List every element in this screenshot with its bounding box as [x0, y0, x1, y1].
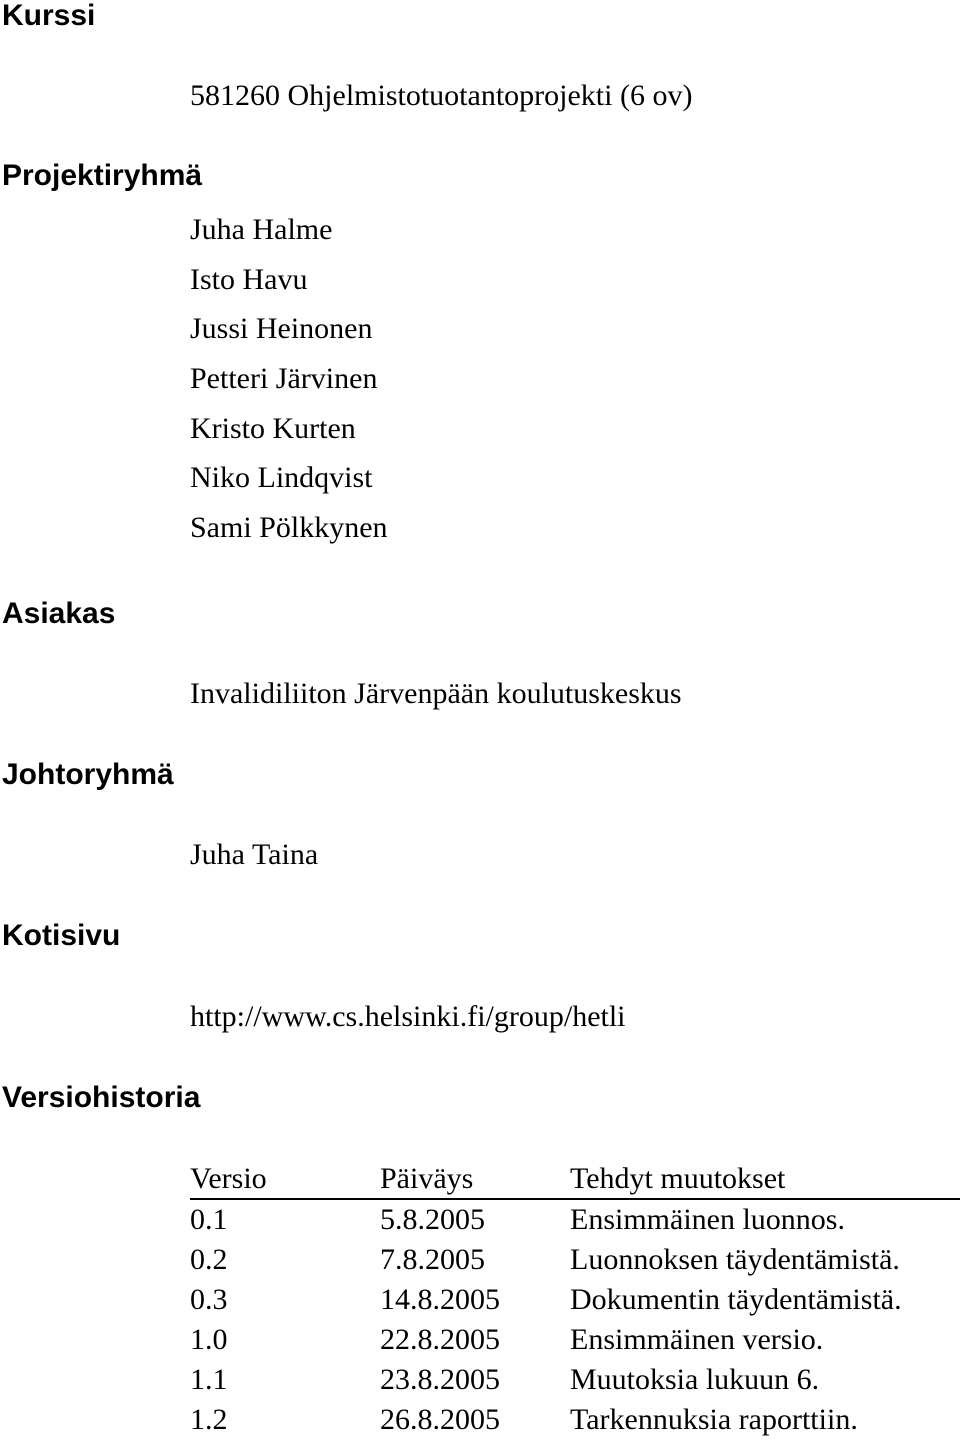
date-cell: 14.8.2005 [380, 1283, 500, 1316]
changes-cell: Dokumentin täydentämistä. [570, 1283, 902, 1316]
changes-cell: Ensimmäinen luonnos. [570, 1203, 845, 1236]
date-cell: 7.8.2005 [380, 1243, 485, 1276]
project-group-heading: Projektiryhmä [2, 159, 203, 192]
changes-cell: Muutoksia lukuun 6. [570, 1363, 820, 1396]
date-cell: 26.8.2005 [380, 1403, 500, 1436]
changes-cell: Luonnoksen täydentämistä. [570, 1243, 900, 1276]
project-group-member: Sami Pölkkynen [190, 511, 388, 545]
column-header-version: Versio [190, 1160, 380, 1199]
date-cell: 5.8.2005 [380, 1203, 485, 1236]
table-row [190, 1240, 960, 1280]
project-group-member-list [190, 212, 388, 560]
version-history-heading: Versiohistoria [2, 1081, 201, 1114]
homepage-url: http://www.cs.helsinki.fi/group/hetli [190, 1000, 626, 1033]
table-header-row [190, 1160, 960, 1199]
version-cell: 0.2 [190, 1243, 228, 1276]
homepage-heading: Kotisivu [2, 919, 121, 952]
project-group-member: Petteri Järvinen [190, 362, 378, 396]
column-header-changes: Tehdyt muutokset [570, 1160, 960, 1199]
project-group-member: Jussi Heinonen [190, 312, 373, 346]
date-cell: 22.8.2005 [380, 1323, 500, 1356]
version-history-table [190, 1160, 960, 1440]
version-cell: 0.3 [190, 1283, 228, 1316]
version-cell: 1.2 [190, 1403, 228, 1436]
steering-group-value: Juha Taina [190, 838, 319, 871]
version-cell: 1.0 [190, 1323, 228, 1356]
table-row [190, 1400, 960, 1440]
version-cell: 1.1 [190, 1363, 228, 1396]
table-row [190, 1280, 960, 1320]
changes-cell: Ensimmäinen versio. [570, 1323, 824, 1356]
date-cell: 23.8.2005 [380, 1363, 500, 1396]
course-heading: Kurssi [2, 0, 96, 32]
steering-group-heading: Johtoryhmä [2, 758, 174, 791]
course-value: 581260 Ohjelmistotuotantoprojekti (6 ov) [190, 79, 693, 112]
version-cell: 0.1 [190, 1203, 228, 1236]
client-heading: Asiakas [2, 597, 116, 630]
table-row [190, 1199, 960, 1240]
project-group-member: Niko Lindqvist [190, 461, 373, 495]
table-row [190, 1360, 960, 1400]
project-group-member: Isto Havu [190, 262, 308, 296]
project-group-member: Juha Halme [190, 213, 333, 246]
table-row [190, 1320, 960, 1360]
changes-cell: Tarkennuksia raporttiin. [570, 1403, 858, 1436]
client-value: Invalidiliiton Järvenpään koulutuskeskus [190, 677, 682, 710]
project-group-member: Kristo Kurten [190, 411, 356, 445]
column-header-date: Päiväys [380, 1160, 570, 1199]
